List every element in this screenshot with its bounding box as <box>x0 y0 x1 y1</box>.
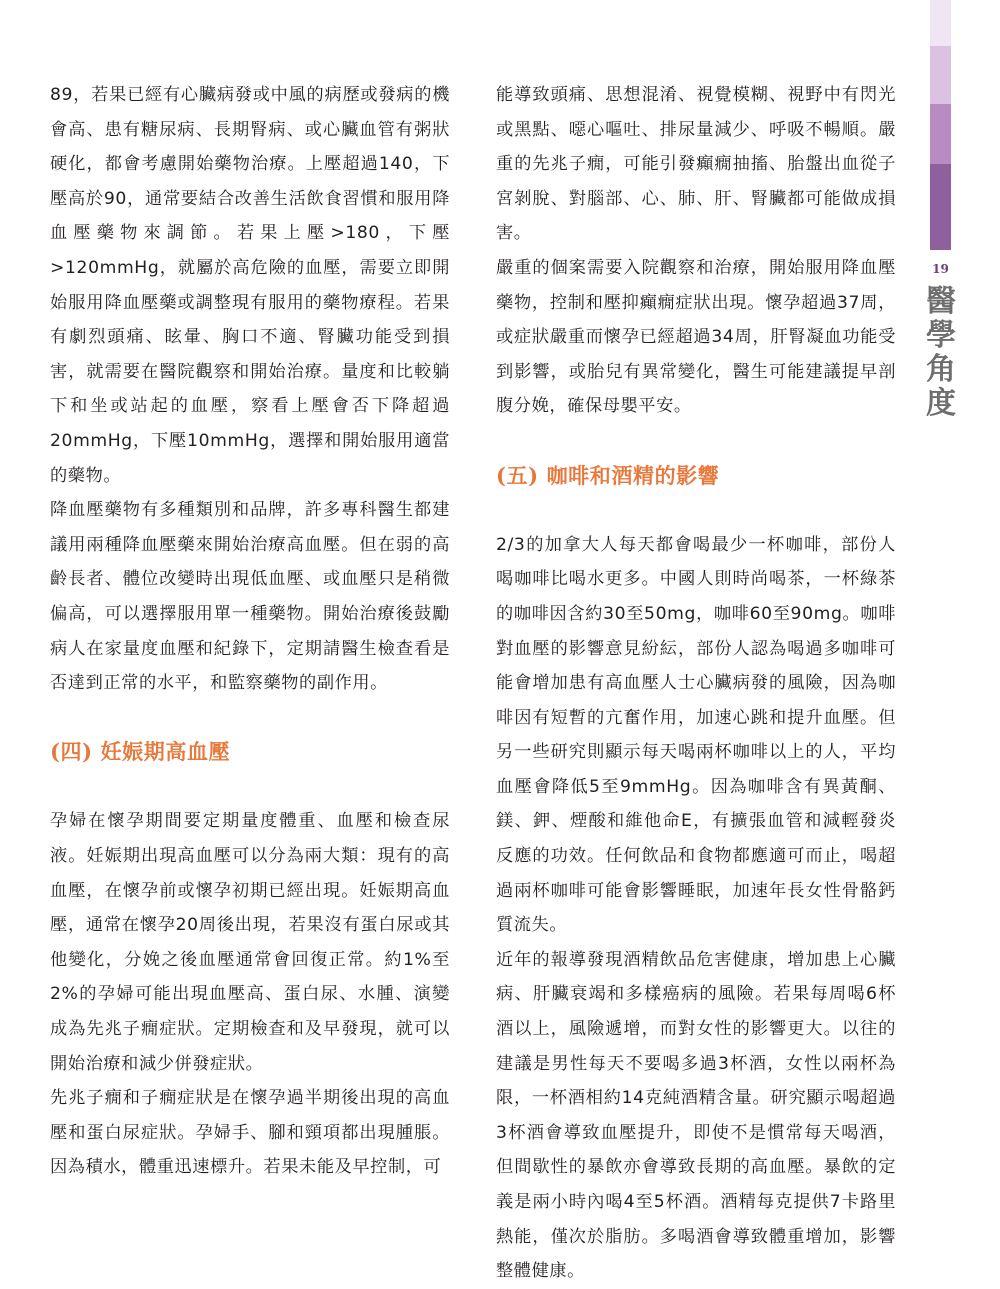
tab-block-mid <box>930 104 951 164</box>
tab-block-dark <box>930 164 951 250</box>
section-title-char: 度 <box>926 386 956 421</box>
paragraph: 嚴重的個案需要入院觀察和治療，開始服用降血壓藥物，控制和壓抑癲癇症狀出現。懷孕超過37周，或症狀嚴重而懷孕已經超過34周，肝腎凝血功能受到影響，或胎兒有異常變化，醫生可能建議提早剖腹分娩，確保母嬰平安。 <box>496 257 896 417</box>
paragraph: 89，若果已經有心臟病發或中風的病歷或發病的機會高、患有糖尿病、長期腎病、或心臟血管有粥狀硬化，都會考慮開始藥物治療。上壓超過140，下壓高於90，通常要結合改善生活飲食習慣和服用降血壓藥物來調節。若果上壓>180，下壓>120mmHg，就屬於高危險的血壓，需要立即開始服用降血壓藥或調整現有服用的藥物療程。若果有劇烈頭痛、眩暈、胸口不適、腎臟功能受到損害，就需要在醫院觀察和開始治療。量度和比較躺下和坐或站起的血壓，察看上壓會否下降超過20mmHg，下壓10mmHg，選擇和開始服用適當的藥物。 <box>50 85 450 486</box>
paragraph: 2/3的加拿大人每天都會喝最少一杯咖啡，部份人喝咖啡比喝水更多。中國人則時尚喝茶，一杯綠茶的咖啡因含約30至50mg，咖啡60至90mg。咖啡對血壓的影響意見紛紜，部份人認為喝過多咖啡可能會增加患有高血壓人士心臟病發的風險，因為咖啡因有短暫的亢奮作用，加速心跳和提升血壓。但另一些研究則顯示每天喝兩杯咖啡以上的人，平均血壓會降低5至9mmHg。因為咖啡含有異黃酮、鎂、鉀、煙酸和維他命E，有擴張血管和減輕發炎反應的功效。任何飲品和食物都應適可而止，喝超過兩杯咖啡可能會影響睡眠，加速年長女性骨骼鈣質流失。 <box>496 534 896 936</box>
page-number: 19 <box>932 262 949 276</box>
paragraph: 能導致頭痛、思想混淆、視覺模糊、視野中有閃光或黑點、噁心嘔吐、排尿量減少、呼吸不暢順。嚴重的先兆子癇，可能引發癲癇抽搐、胎盤出血從子宮剝脫、對腦部、心、肺、肝、腎臟都可能做成損害。 <box>496 85 896 244</box>
section-title-char: 學 <box>926 318 956 353</box>
section-title-char: 角 <box>926 352 956 387</box>
tab-block-mid-light <box>930 46 951 104</box>
paragraph: 近年的報導發現酒精飲品危害健康，增加患上心臟病、肝臟衰竭和多樣癌病的風險。若果每周喝6杯酒以上，風險遞增，而對女性的影響更大。以往的建議是男性每天不要喝多過3杯酒，女性以兩杯為限，一杯酒相約14克純酒精含量。研究顯示喝超過3杯酒會導致血壓提升，即使不是慣常每天喝酒，但間歇性的暴飲亦會導致長期的高血壓。暴飲的定義是兩小時內喝4至5杯酒。酒精每克提供7卡路里熱能，僅次於脂肪。多喝酒會導致體重增加，影響整體健康。 <box>496 949 896 1282</box>
right-column <box>496 78 896 1289</box>
left-column <box>50 78 450 1185</box>
section-heading-5: (五) 咖啡和酒精的影響 <box>496 462 720 488</box>
section-title-vertical <box>922 285 960 421</box>
paragraph: 先兆子癇和子癇症狀是在懷孕過半期後出現的高血壓和蛋白尿症狀。孕婦手、腳和頸項都出現腫脹。因為積水，體重迅速標升。若果未能及早控制，可 <box>50 1088 450 1178</box>
tab-block-light <box>930 0 951 46</box>
section-title-char: 醫 <box>926 284 956 319</box>
section-heading-4: (四) 妊娠期高血壓 <box>50 739 231 765</box>
side-tab <box>930 0 951 250</box>
paragraph: 降血壓藥物有多種類別和品牌，許多專科醫生都建議用兩種降血壓藥來開始治療高血壓。但在弱的高齡長者、體位改變時出現低血壓、或血壓只是稍微偏高，可以選擇服用單一種藥物。開始治療後鼓勵病人在家量度血壓和紀錄下，定期請醫生檢查看是否達到正常的水平，和監察藥物的副作用。 <box>50 500 450 694</box>
paragraph: 孕婦在懷孕期間要定期量度體重、血壓和檢查尿液。妊娠期出現高血壓可以分為兩大類：現有的高血壓，在懷孕前或懷孕初期已經出現。妊娠期高血壓，通常在懷孕20周後出現，若果沒有蛋白尿或其他變化，分娩之後血壓通常會回復正常。約1%至2%的孕婦可能出現血壓高、蛋白尿、水腫、演變成為先兆子癇症狀。定期檢查和及早發現，就可以開始治療和減少併發症狀。 <box>50 811 450 1074</box>
